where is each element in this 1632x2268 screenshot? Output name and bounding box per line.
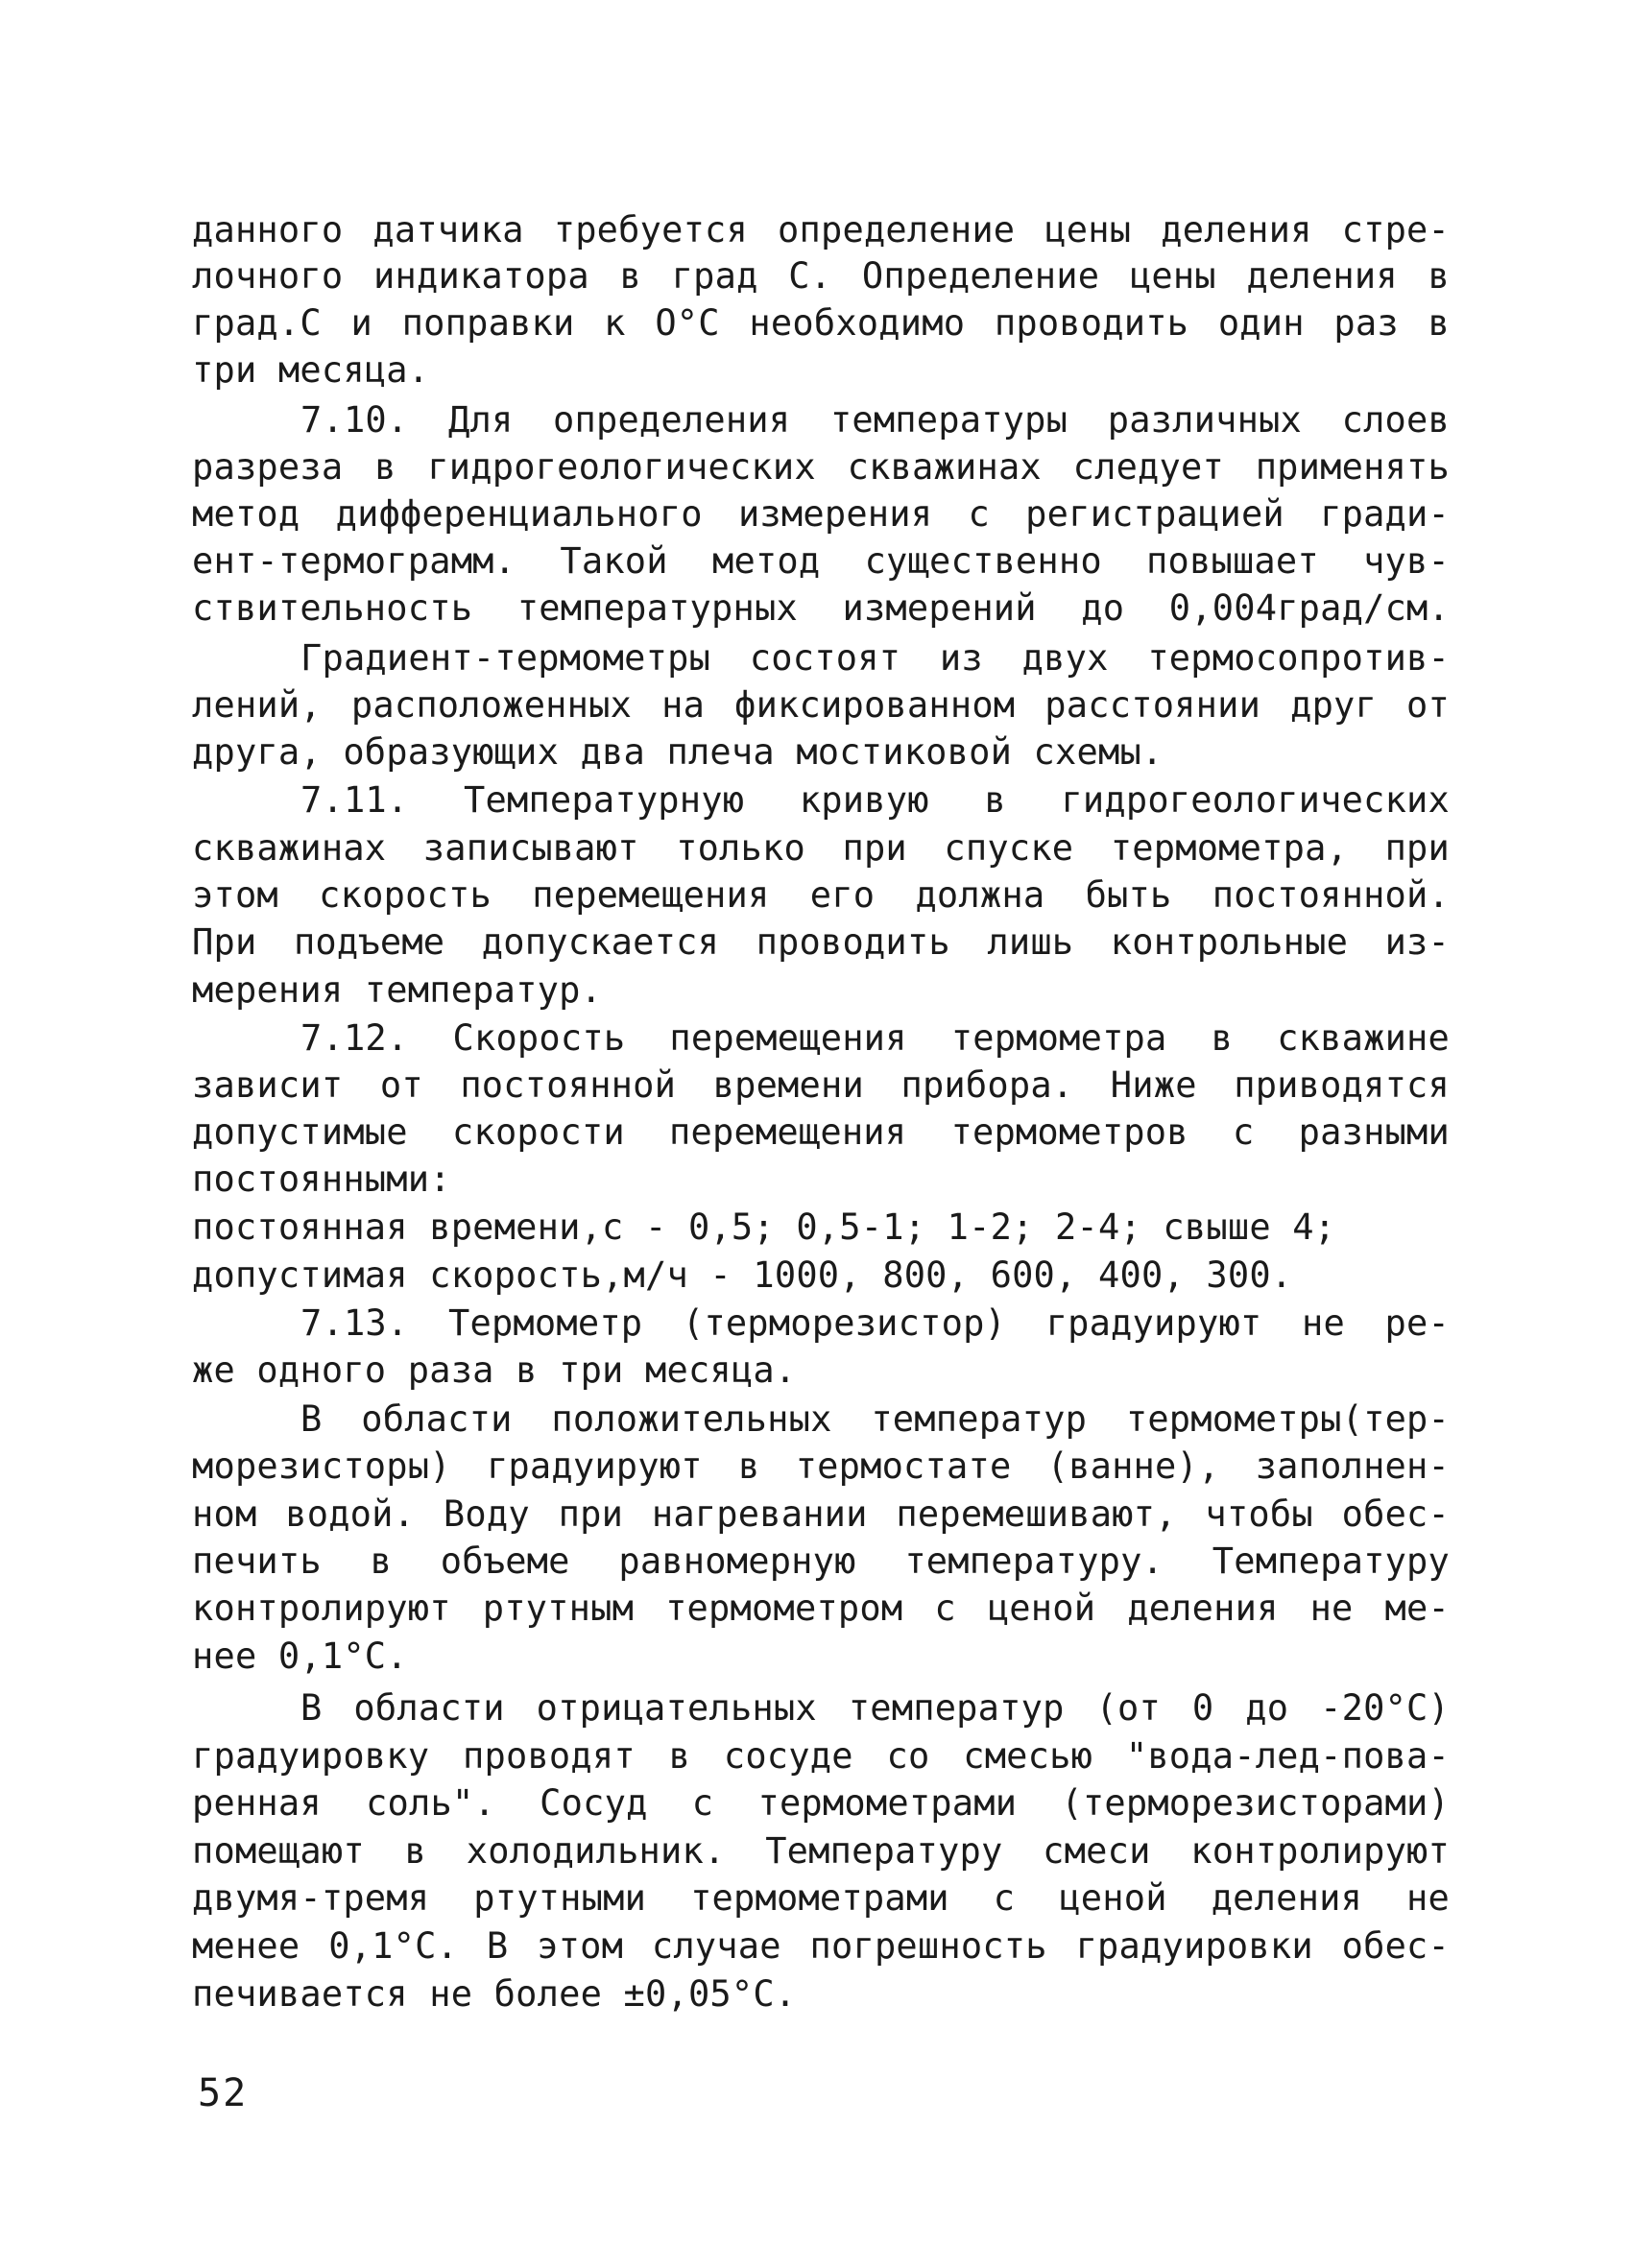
text-line: постоянными:	[192, 1158, 451, 1200]
text-line: ствительность температурных измерений до 0,004град/см.	[192, 587, 1450, 629]
text-line: ренная соль". Сосуд с термометрами (терморезисторами)	[192, 1782, 1450, 1824]
text-line: град.С и поправки к О°С необходимо проводить один раз в	[192, 302, 1450, 344]
text-line: метод дифференциального измерения с регистрацией гради-	[192, 493, 1450, 535]
text-line: морезисторы) градуируют в термостате (ванне), заполнен-	[192, 1445, 1450, 1487]
text-line: лений, расположенных на фиксированном расстоянии друг от	[192, 684, 1450, 726]
text-line: мерения температур.	[192, 969, 603, 1011]
text-line: же одного раза в три месяца.	[192, 1349, 797, 1391]
text-line: ент-термограмм. Такой метод существенно повышает чув-	[192, 540, 1450, 582]
text-line: контролируют ртутным термометром с ценой деления не ме-	[192, 1588, 1450, 1629]
text-line: 7.12. Скорость перемещения термометра в скважине	[300, 1017, 1450, 1059]
text-line: 7.11. Температурную кривую в гидрогеологических	[300, 779, 1450, 821]
text-line: допустимые скорости перемещения термометров с разными	[192, 1111, 1450, 1153]
text-line: В области отрицательных температур (от 0 до -20°С)	[300, 1687, 1450, 1729]
page-number: 52	[198, 2071, 249, 2115]
text-line: нее 0,1°С.	[192, 1635, 408, 1677]
text-line: печить в объеме равномерную температуру. Температуру	[192, 1540, 1450, 1582]
text-line: этом скорость перемещения его должна быть постоянной.	[192, 874, 1450, 916]
text-line: помещают в холодильник. Температуру смеси контролируют	[192, 1830, 1450, 1872]
text-line: постоянная времени,с - 0,5; 0,5-1; 1-2; 2-4; свыше 4;	[192, 1206, 1336, 1248]
text-line: лочного индикатора в град С. Определение цены деления в	[192, 255, 1450, 297]
text-line: градуировку проводят в сосуде со смесью "вода-лед-пова-	[192, 1735, 1450, 1777]
text-line: печивается не более ±0,05°С.	[192, 1973, 797, 2015]
text-line: 7.13. Термометр (терморезистор) градуируют не ре-	[300, 1302, 1450, 1344]
text-line: допустимая скорость,м/ч - 1000, 800, 600, 400, 300.	[192, 1254, 1293, 1296]
text-line: В области положительных температур термометры(тер-	[300, 1398, 1450, 1440]
text-line: Градиент-термометры состоят из двух термосопротив-	[300, 637, 1450, 679]
text-line: друга, образующих два плеча мостиковой схемы.	[192, 731, 1164, 773]
text-line: данного датчика требуется определение цены деления стре-	[192, 209, 1450, 251]
text-line: 7.10. Для определения температуры различных слоев	[300, 399, 1450, 441]
text-line: три месяца.	[192, 349, 430, 391]
text-line: менее 0,1°С. В этом случае погрешность градуировки обес-	[192, 1925, 1450, 1967]
text-line: разреза в гидрогеологических скважинах следует применять	[192, 446, 1450, 488]
text-line: При подъеме допускается проводить лишь контрольные из-	[192, 921, 1450, 963]
text-line: двумя-тремя ртутными термометрами с ценой деления не	[192, 1877, 1450, 1919]
text-line: ном водой. Воду при нагревании перемешивают, чтобы обес-	[192, 1493, 1450, 1535]
text-line: зависит от постоянной времени прибора. Ниже приводятся	[192, 1064, 1450, 1106]
text-line: скважинах записывают только при спуске термометра, при	[192, 827, 1450, 869]
